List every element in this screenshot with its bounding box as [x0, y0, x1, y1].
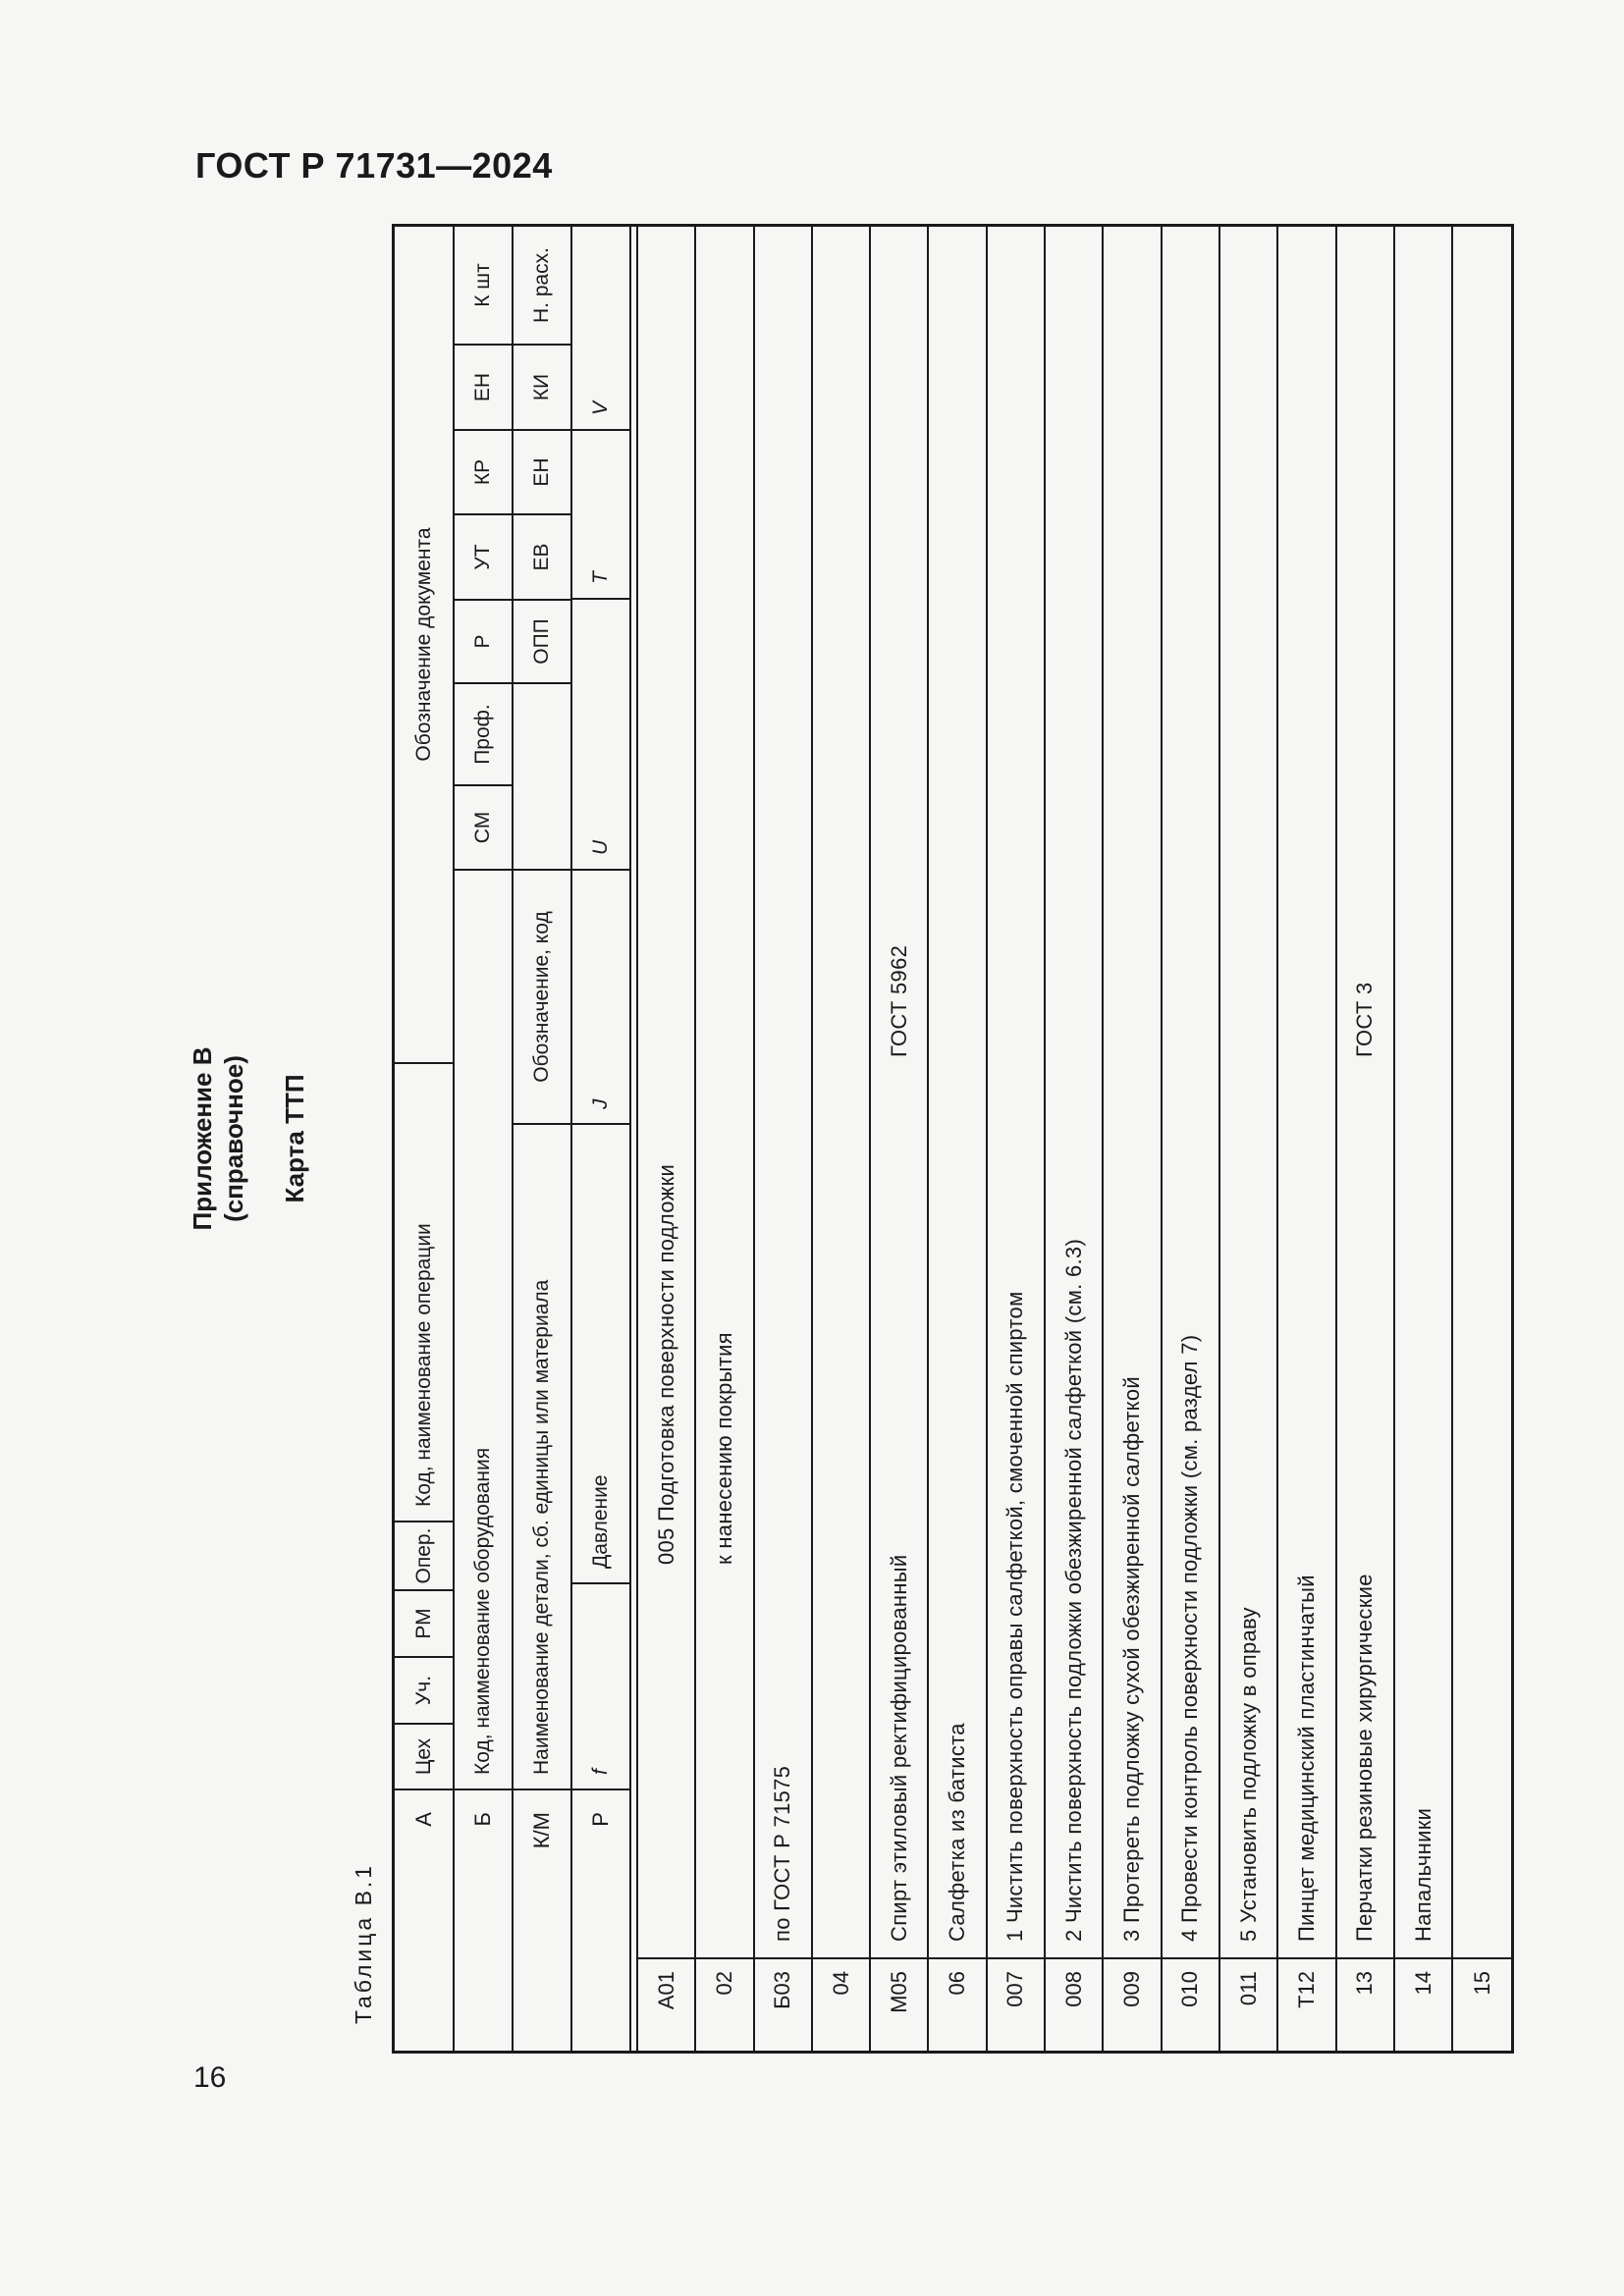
row-text — [638, 227, 694, 1957]
table-row — [1046, 227, 1104, 2051]
operation-text: 005 Подготовка поверхности подложки — [653, 1163, 678, 1565]
row-text — [696, 227, 752, 1957]
row-label: 15 — [1453, 1957, 1511, 2051]
row-label: 13 — [1337, 1957, 1393, 2051]
step-text: 5 Установить подложку в оправу — [1235, 1607, 1261, 1942]
param-cell-t: T — [572, 429, 629, 598]
row-text — [871, 227, 927, 1957]
header-cell-ksht: К шт — [471, 263, 494, 307]
row-label: М05 — [871, 1957, 927, 2051]
step-text: 1 Чистить поверхность оправы салфеткой, смоченной спиртом — [1002, 1291, 1028, 1942]
header-cell-equipment: Код, наименование оборудования — [455, 869, 512, 1789]
row-label: 06 — [929, 1957, 985, 2051]
row-label: 007 — [988, 1957, 1044, 2051]
header-cell-sm: СМ — [455, 784, 512, 869]
row-label: А01 — [638, 1957, 694, 2051]
gost-code: ГОСТ 3 — [1352, 982, 1378, 1057]
row-text — [755, 227, 811, 1957]
row-text — [813, 227, 869, 1957]
step-text: 3 Протереть подложку сухой обезжиренной салфеткой — [1119, 1376, 1145, 1942]
header-cell-ceh: Цех — [395, 1723, 453, 1789]
table-row — [1220, 227, 1278, 2051]
table-row — [638, 227, 696, 2051]
header-cell-oper: Опер. — [395, 1521, 453, 1589]
header-cell-en: ЕН — [455, 344, 512, 429]
table-row — [1104, 227, 1162, 2051]
param-cell-f: f — [572, 1582, 629, 1789]
rotated-landscape-sheet — [170, 224, 1515, 2054]
row-label-r: Р — [572, 1789, 629, 2051]
row-label: 011 — [1220, 1957, 1276, 2051]
param-cell-pressure: Давление — [572, 1123, 629, 1582]
row-text — [1104, 227, 1160, 1957]
table-row — [988, 227, 1046, 2051]
row-text — [1337, 227, 1393, 1957]
tool-text: Напальчники — [1410, 1807, 1435, 1942]
row-text — [1278, 227, 1334, 1957]
table-row — [1163, 227, 1220, 2051]
header-row-a — [395, 227, 455, 2051]
header-cell-r: Р — [455, 599, 512, 682]
row-label-km: К/М — [514, 1789, 570, 2051]
header-row-b — [455, 227, 514, 2051]
header-body-divider — [629, 227, 638, 2051]
row-label-a: А — [395, 1789, 453, 2051]
table-row — [1278, 227, 1336, 2051]
header-cell-part-name: Наименование детали, сб. единицы или материала — [514, 1123, 570, 1789]
row-text — [988, 227, 1044, 1957]
table-caption: Таблица В.1 — [351, 1862, 376, 2024]
table-row — [871, 227, 929, 2051]
header-cell-en2: ЕН — [514, 429, 570, 513]
gost-code: ГОСТ 5962 — [886, 944, 911, 1057]
appendix-title: Приложение В — [188, 1046, 217, 1231]
table-row — [929, 227, 987, 2051]
row-label: Б03 — [755, 1957, 811, 2051]
row-text — [1163, 227, 1218, 1957]
card-title: Карта ТТП — [280, 1074, 309, 1203]
row-text — [929, 227, 985, 1957]
header-cell-ki: КИ — [514, 344, 570, 429]
row-label: Т12 — [1278, 1957, 1334, 2051]
step-text: 4 Провести контроль поверхности подложки (см. раздел 7) — [1177, 1334, 1203, 1942]
row-text — [1220, 227, 1276, 1957]
header-row-km — [514, 227, 572, 2051]
table-row — [755, 227, 813, 2051]
header-cell-operation-name: Код, наименование операции — [395, 1062, 453, 1521]
row-label: 010 — [1163, 1957, 1218, 2051]
table-row — [1453, 227, 1511, 2051]
page-number: 16 — [193, 2061, 227, 2094]
header-cell-rm: РМ — [395, 1589, 453, 1656]
table-row — [696, 227, 754, 2051]
row-text — [1046, 227, 1102, 1957]
equipment-text: по ГОСТ Р 71575 — [770, 1765, 795, 1942]
tool-text: Перчатки резиновые хирургические — [1352, 1574, 1378, 1942]
table-row — [1337, 227, 1395, 2051]
header-cell-uch: Уч. — [395, 1656, 453, 1723]
row-label: 04 — [813, 1957, 869, 2051]
header-cell-ut: УТ — [455, 513, 512, 599]
operation-text: к нанесению покрытия — [711, 1332, 736, 1565]
row-label: 008 — [1046, 1957, 1102, 2051]
row-text — [1453, 227, 1511, 1957]
row-label: 009 — [1104, 1957, 1160, 2051]
table-row — [1395, 227, 1453, 2051]
header-cell-kr: КР — [455, 429, 512, 513]
step-text: 2 Чистить поверхность подложки обезжиренной салфеткой (см. 6.3) — [1060, 1238, 1086, 1942]
process-card-table — [392, 224, 1514, 2054]
row-label: 02 — [696, 1957, 752, 2051]
appendix-subtitle: (справочное) — [219, 1055, 248, 1222]
row-label: 14 — [1395, 1957, 1451, 2051]
header-cell-designation-code: Обозначение, код — [514, 869, 570, 1123]
header-cell-opp: ОПП — [514, 599, 570, 682]
header-cell-ev: ЕВ — [514, 513, 570, 599]
param-cell-u: U — [572, 598, 629, 869]
header-cell-nrash: Н. расх. — [530, 246, 553, 324]
material-text: Салфетка из батиста — [945, 1723, 970, 1942]
header-row-r — [572, 227, 629, 2051]
param-cell-j: J — [572, 869, 629, 1123]
header-cell-document-designation: Обозначение документа — [411, 527, 435, 762]
table-row — [813, 227, 871, 2051]
empty-cell — [514, 682, 570, 869]
material-text: Спирт этиловый ректифицированный — [886, 1554, 911, 1942]
row-text — [1395, 227, 1451, 1957]
tool-text: Пинцет медицинский пластинчатый — [1293, 1575, 1319, 1942]
row-label-b: Б — [455, 1789, 512, 2051]
standard-reference: ГОСТ Р 71731—2024 — [195, 145, 553, 186]
header-cell-prof: Проф. — [455, 682, 512, 784]
param-cell-v: V — [589, 400, 612, 415]
